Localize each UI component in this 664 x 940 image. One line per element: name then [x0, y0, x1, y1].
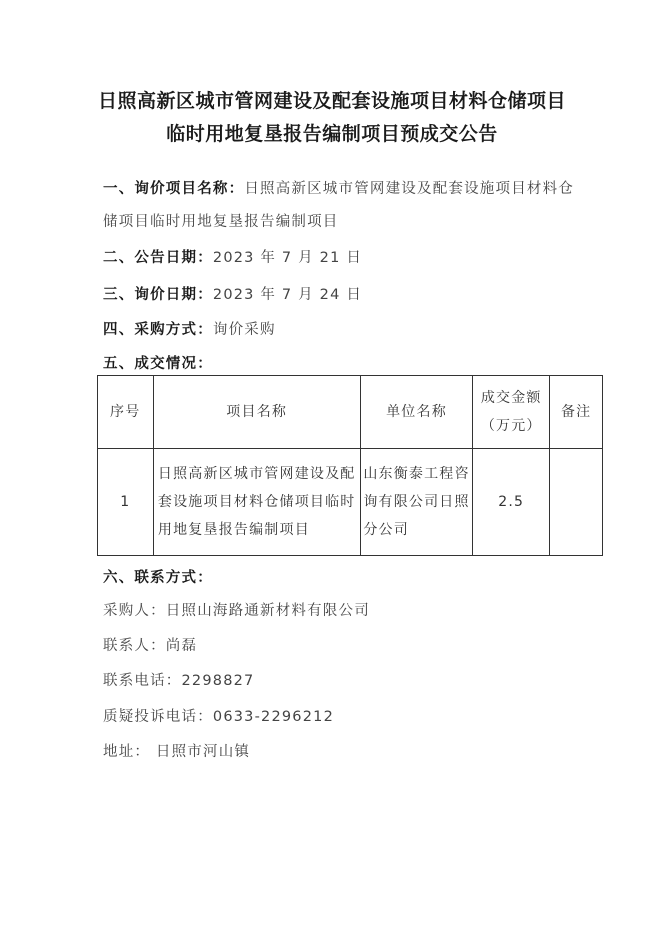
- project-name-label: 一、询价项目名称：: [103, 181, 245, 197]
- complaint-phone-line: 质疑投诉电话：0633-2296212: [103, 709, 335, 725]
- contact-heading: 六、联系方式：: [103, 570, 213, 586]
- buyer-line: 采购人：日照山海路通新材料有限公司: [103, 603, 370, 619]
- inquiry-date-label: 三、询价日期：: [103, 287, 213, 303]
- purchase-method-row: [103, 318, 276, 339]
- inquiry-date-value: 2023 年 7 月 24 日: [212, 287, 363, 303]
- page-title-line-1: 日照高新区城市管网建设及配套设施项目材料仓储项目: [97, 90, 566, 112]
- project-name-value: 日照高新区城市管网建设及配套设施项目材料仓: [244, 181, 575, 197]
- cell-seq: 1: [98, 449, 154, 556]
- announce-date-row: [103, 246, 362, 267]
- announce-date-label: 二、公告日期：: [103, 250, 213, 266]
- purchase-method-value: 询价采购: [212, 322, 276, 338]
- contact-person-line: 联系人：尚磊: [103, 638, 198, 654]
- cell-project-line-1: 日照高新区城市管网建设及配: [157, 466, 356, 482]
- inquiry-date-row: [103, 283, 362, 304]
- page-title-line-2: 临时用地复垦报告编制项目预成交公告: [166, 123, 498, 145]
- header-project: 项目名称: [153, 376, 360, 449]
- contact-phone-line: 联系电话：2298827: [103, 673, 255, 689]
- purchase-method-label: 四、采购方式：: [103, 322, 213, 338]
- cell-note: [550, 449, 603, 556]
- cell-project-line-2: 套设施项目材料仓储项目临时: [157, 494, 356, 510]
- address-line: 地址： 日照市河山镇: [103, 744, 251, 760]
- header-unit: 单位名称: [360, 376, 472, 449]
- cell-unit-line-2: 询有限公司日照: [363, 494, 470, 510]
- header-seq: 序号: [98, 376, 154, 449]
- header-amount-line-2: （万元）: [480, 418, 542, 434]
- header-amount: [473, 376, 550, 449]
- deal-table: [97, 375, 603, 556]
- project-name-row: [103, 177, 574, 198]
- cell-unit-line-1: 山东衡泰工程咨: [363, 466, 470, 482]
- cell-amount: 2.5: [473, 449, 550, 556]
- cell-project-line-3: 用地复垦报告编制项目: [157, 522, 310, 538]
- table-row: [98, 449, 603, 556]
- table-header-row: [98, 376, 603, 449]
- announce-date-value: 2023 年 7 月 21 日: [212, 250, 363, 266]
- project-name-value-cont: 储项目临时用地复垦报告编制项目: [103, 214, 339, 230]
- header-note: 备注: [550, 376, 603, 449]
- cell-unit-line-3: 分公司: [363, 522, 409, 538]
- cell-project: [153, 449, 360, 556]
- cell-unit: [360, 449, 472, 556]
- deal-result-label: 五、成交情况：: [103, 356, 213, 372]
- header-amount-line-1: 成交金额: [480, 390, 542, 406]
